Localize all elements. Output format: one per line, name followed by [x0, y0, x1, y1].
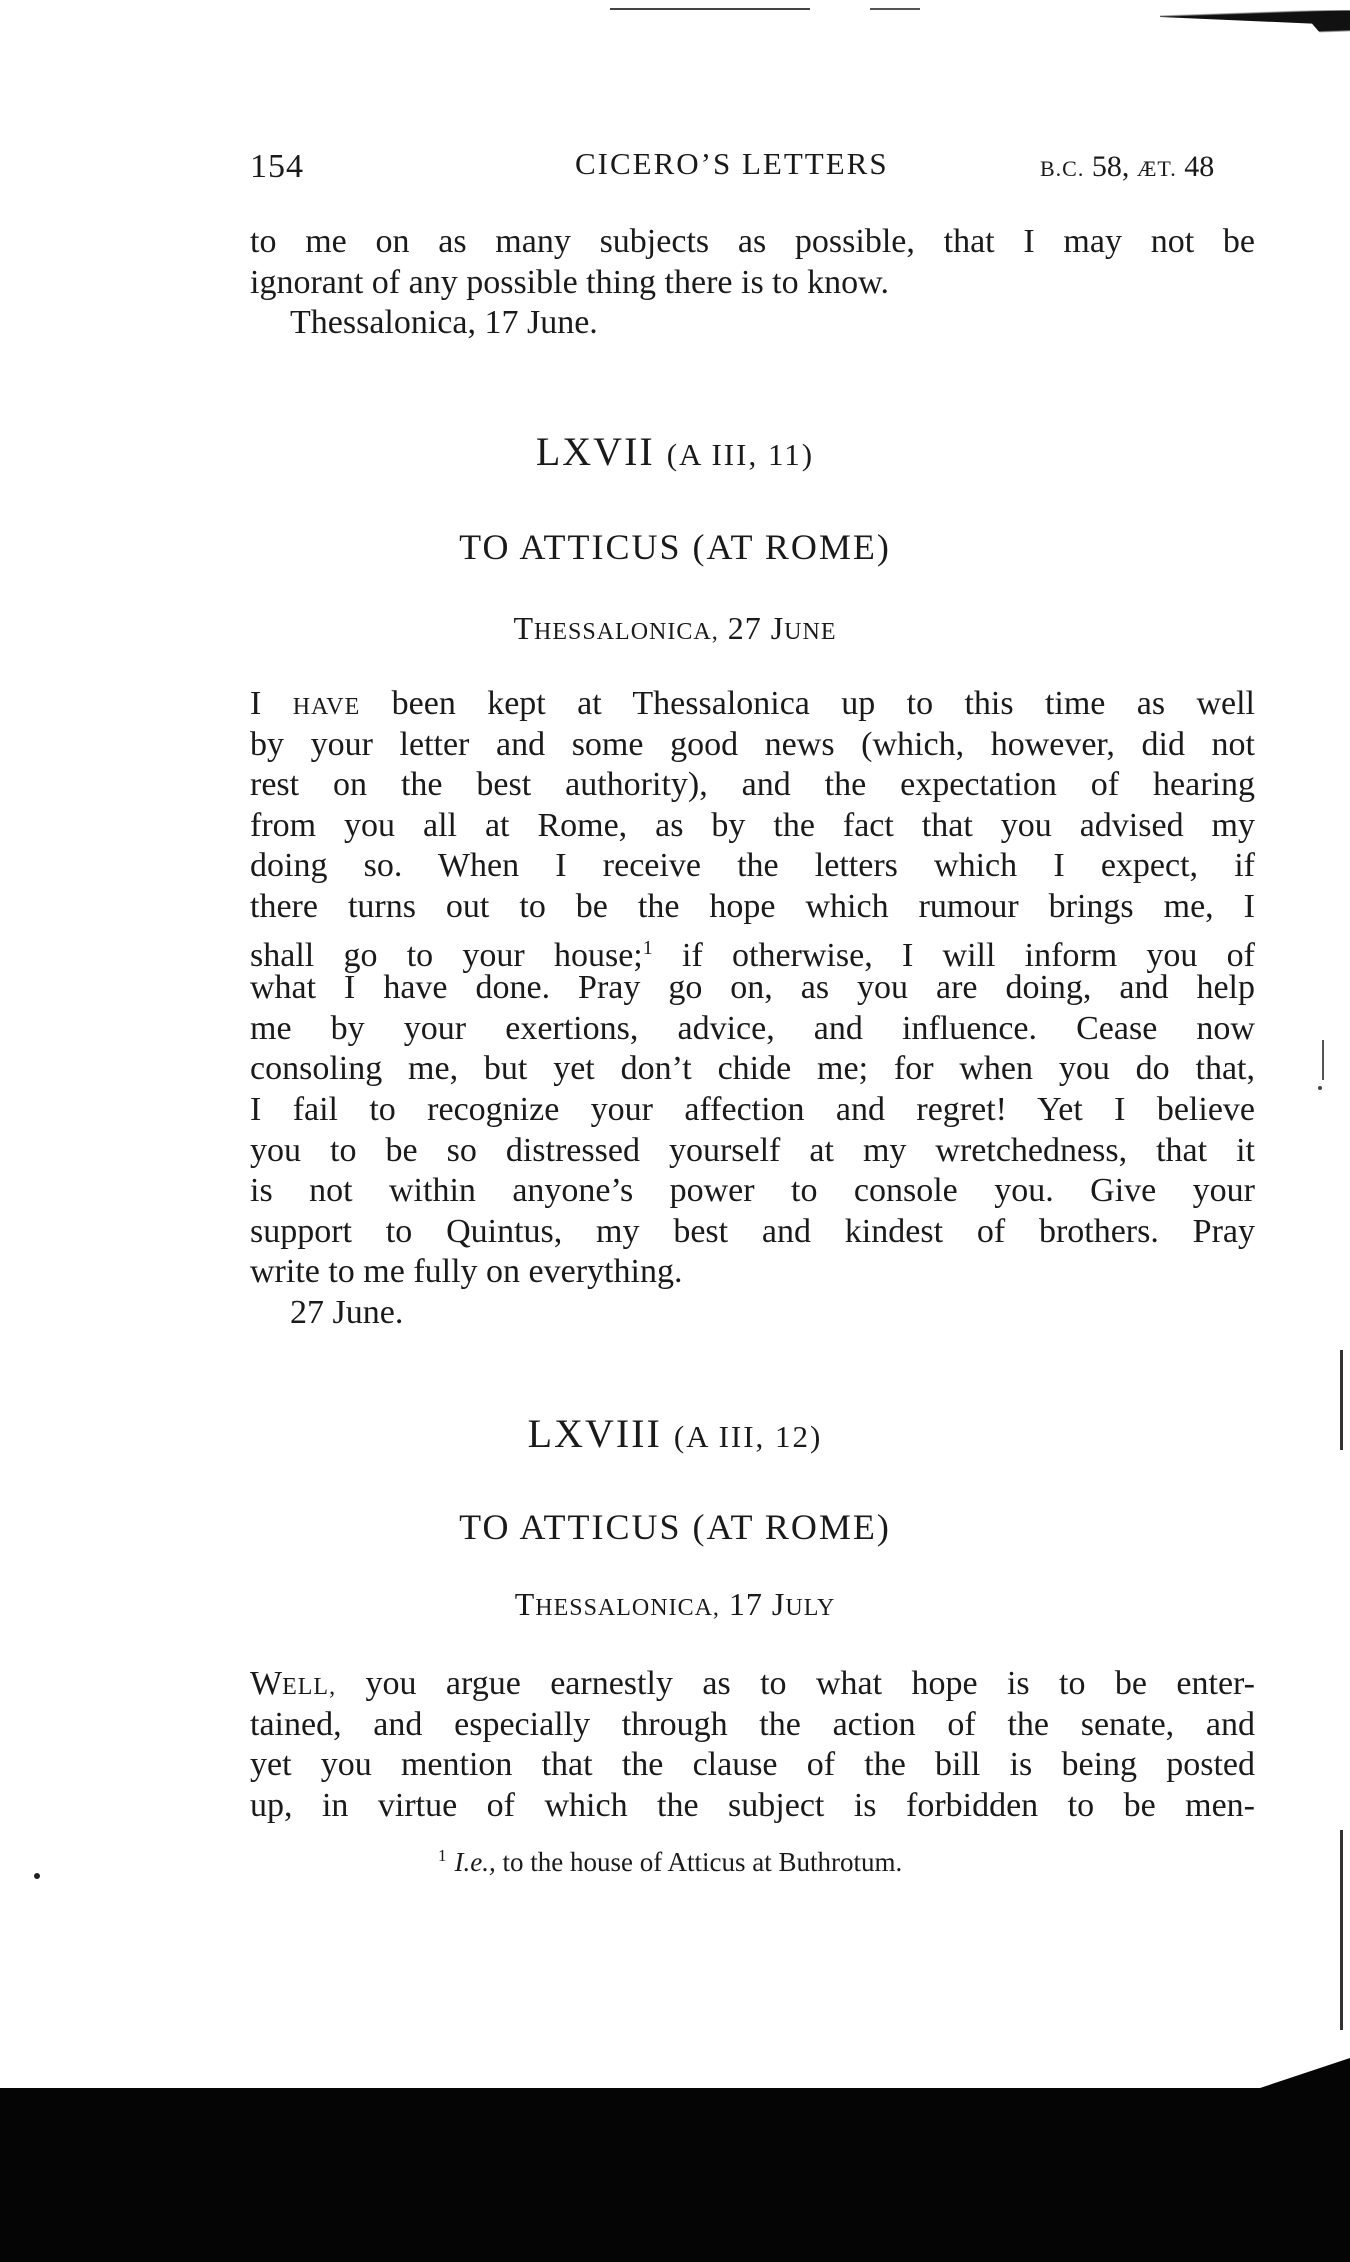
header-date [1040, 150, 1214, 184]
opening-smallcaps: HAVE [292, 694, 361, 720]
text-line: rest on the best authority), and the expectation of hearing [250, 766, 1255, 804]
footnote-reference[interactable]: 1 [642, 936, 653, 959]
footnote-abbrev: I.e., [454, 1847, 496, 1877]
place-initial: T [514, 1586, 536, 1622]
text-line: yet you mention that the clause of the bill is being posted [250, 1746, 1255, 1784]
text-line: ignorant of any possible thing there is to know. [250, 263, 889, 301]
text-line: by your letter and some good news (which, however, did not [250, 725, 1255, 763]
scan-artifact-corner [1160, 6, 1350, 50]
place-rest: HESSALONICA, [535, 1595, 720, 1621]
date-month-rest: UNE [784, 619, 837, 645]
scan-artifact-edge [1322, 1040, 1324, 1080]
text-line: support to Quintus, my best and kindest of brothers. Pray [250, 1212, 1255, 1250]
text-line: to me on as many subjects as possible, that I may not be [250, 223, 1255, 260]
scan-border-bottom [0, 2088, 1350, 2262]
scan-artifact-line [610, 8, 810, 10]
text-line [250, 684, 1255, 725]
text-line: tained, and especially through the action of the senate, and [250, 1705, 1255, 1743]
letter-number: LXVIII [527, 1411, 662, 1456]
date-month-rest: ULY [785, 1595, 836, 1621]
footnote [438, 1846, 902, 1878]
text-line: from you all at Rome, as by the fact that you advised my [250, 806, 1255, 844]
continuation-paragraph [250, 222, 1255, 344]
opening-initial: W [250, 1665, 283, 1702]
text-line: me by your exertions, advice, and influence. Cease now [250, 1009, 1255, 1047]
place-initial: T [513, 610, 535, 646]
header-date-year: 58, [1091, 150, 1130, 183]
text-line: consoling me, but yet don’t chide me; for when you do that, [250, 1050, 1255, 1088]
running-title: CICERO’S LETTERS [575, 146, 889, 181]
letter-place-date [0, 610, 1350, 647]
date-month-initial: J [771, 1586, 786, 1622]
place-rest: HESSALONICA, [534, 619, 719, 645]
text-line: write to me fully on everything. [250, 1253, 683, 1291]
scan-artifact-line [870, 8, 920, 10]
opening-smallcaps: ELL, [282, 1674, 337, 1700]
page-number: 154 [250, 148, 304, 185]
text-line: up, in virtue of which the subject is forbidden to be men- [250, 1786, 1255, 1824]
scan-artifact-edge [1340, 1830, 1343, 2030]
letter-reference: (A III, 11) [666, 437, 815, 472]
date-day: 27 [727, 610, 762, 646]
letter-body-68 [250, 1664, 1255, 1826]
footnote-marker: 1 [438, 1846, 447, 1865]
line-rest: you argue earnestly as to what hope is to be enter- [365, 1665, 1255, 1702]
line-part: shall go to your house; [250, 936, 643, 974]
date-month-initial: J [770, 610, 785, 646]
letter-heading-67 [0, 428, 1350, 475]
text-line: what I have done. Pray go on, as you are doing, and help [250, 969, 1255, 1007]
text-line: I fail to recognize your affection and regret! Yet I believe [250, 1090, 1255, 1128]
line-part: if otherwise, I will inform you of [682, 936, 1255, 974]
text-line [250, 928, 1255, 974]
opening-initial: I [250, 685, 262, 722]
letter-body-67 [250, 684, 1255, 1334]
letter-recipient: TO ATTICUS (AT ROME) [459, 1507, 891, 1547]
letter-heading-68 [0, 1410, 1350, 1457]
footnote-text: to the house of Atticus at Buthrotum. [502, 1847, 903, 1877]
letter-reference: (A III, 12) [673, 1419, 823, 1454]
text-line: you to be so distressed yourself at my wretchedness, that it [250, 1131, 1255, 1169]
text-line: doing so. When I receive the letters which I expect, if [250, 847, 1255, 885]
line-rest: been kept at Thessalonica up to this time as well [391, 685, 1255, 722]
date-day: 17 [728, 1586, 763, 1622]
letter-recipient: TO ATTICUS (AT ROME) [459, 527, 891, 567]
letter-place-date [0, 1586, 1350, 1623]
header-date-era: B.C. [1040, 156, 1085, 181]
header-date-age: 48 [1184, 150, 1215, 183]
scan-artifact-dot [1318, 1086, 1322, 1090]
signoff: 27 June. [290, 1293, 404, 1331]
scan-artifact-dot [34, 1873, 40, 1879]
text-line [250, 1664, 1255, 1705]
letter-number: LXVII [535, 429, 655, 474]
text-line: there turns out to be the hope which rumour brings me, I [250, 887, 1255, 925]
signoff: Thessalonica, 17 June. [290, 304, 598, 342]
text-line: is not within anyone’s power to console you. Give your [250, 1172, 1255, 1210]
header-date-age-label: ÆT. [1136, 156, 1177, 181]
